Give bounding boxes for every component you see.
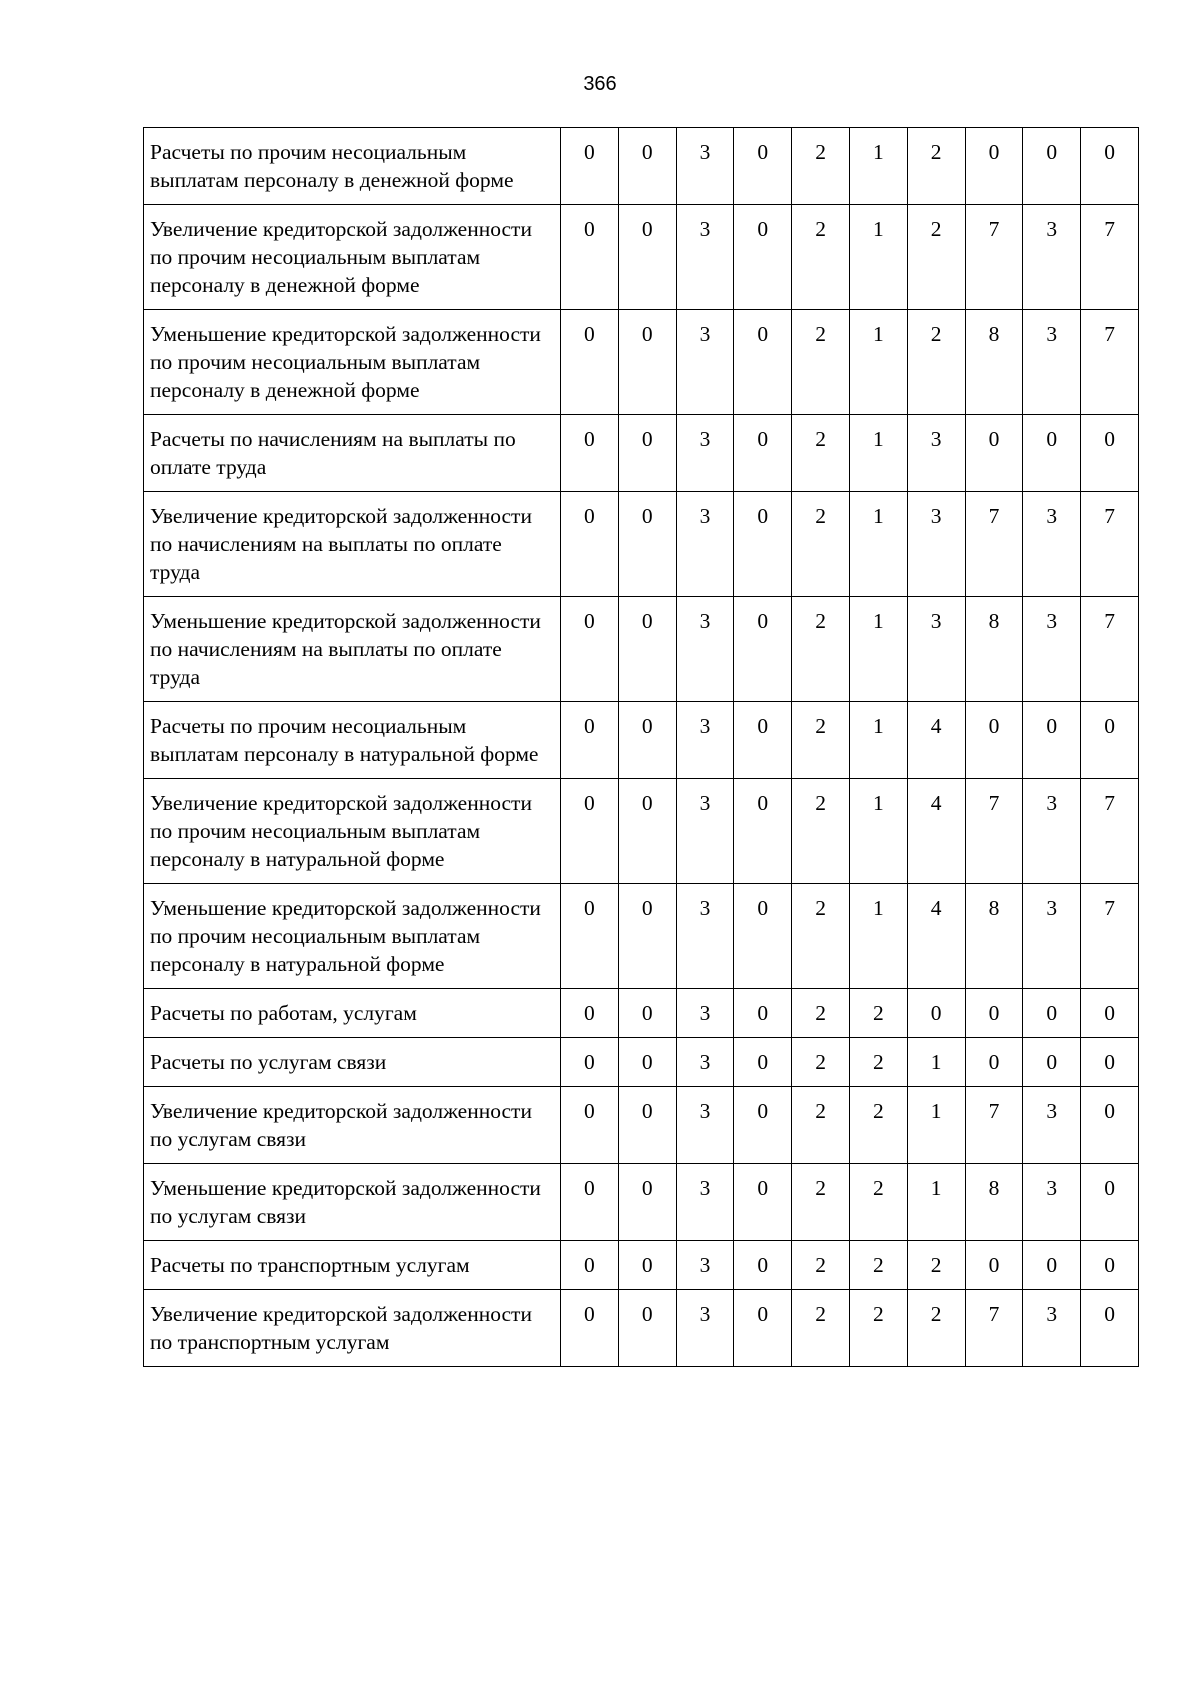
code-digit-cell: 3 xyxy=(1023,1290,1081,1367)
code-digit-cell: 7 xyxy=(965,492,1023,597)
table-row xyxy=(144,884,1139,989)
code-digit-cell: 7 xyxy=(1081,779,1139,884)
code-digit-cell: 3 xyxy=(676,492,734,597)
code-digit-cell: 2 xyxy=(792,779,850,884)
code-digit-cell: 0 xyxy=(734,989,792,1038)
account-name-cell: Увеличение кредиторской задолженности по прочим несоциальным выплатам персоналу в денежной форме xyxy=(144,205,561,310)
code-digit-cell: 2 xyxy=(849,989,907,1038)
code-digit-cell: 0 xyxy=(965,415,1023,492)
code-digit-cell: 3 xyxy=(676,884,734,989)
code-digit-cell: 3 xyxy=(907,415,965,492)
code-digit-cell: 0 xyxy=(1081,1087,1139,1164)
code-digit-cell: 0 xyxy=(561,597,619,702)
code-digit-cell: 0 xyxy=(618,492,676,597)
code-digit-cell: 0 xyxy=(734,1038,792,1087)
code-digit-cell: 3 xyxy=(676,205,734,310)
code-digit-cell: 0 xyxy=(1023,128,1081,205)
code-digit-cell: 0 xyxy=(734,1241,792,1290)
code-digit-cell: 0 xyxy=(561,492,619,597)
code-digit-cell: 0 xyxy=(561,128,619,205)
account-name-cell: Расчеты по прочим несоциальным выплатам персоналу в денежной форме xyxy=(144,128,561,205)
code-digit-cell: 2 xyxy=(849,1038,907,1087)
code-digit-cell: 0 xyxy=(618,310,676,415)
code-digit-cell: 0 xyxy=(1081,702,1139,779)
code-digit-cell: 3 xyxy=(676,597,734,702)
account-name-cell: Уменьшение кредиторской задолженности по прочим несоциальным выплатам персоналу в денежной форме xyxy=(144,310,561,415)
code-digit-cell: 2 xyxy=(849,1290,907,1367)
table-row xyxy=(144,597,1139,702)
code-digit-cell: 1 xyxy=(849,310,907,415)
code-digit-cell: 0 xyxy=(618,205,676,310)
code-digit-cell: 0 xyxy=(734,205,792,310)
code-digit-cell: 0 xyxy=(618,128,676,205)
code-digit-cell: 0 xyxy=(561,1087,619,1164)
code-digit-cell: 3 xyxy=(676,310,734,415)
code-digit-cell: 1 xyxy=(849,597,907,702)
code-digit-cell: 0 xyxy=(1081,415,1139,492)
code-digit-cell: 4 xyxy=(907,779,965,884)
code-digit-cell: 0 xyxy=(734,779,792,884)
code-digit-cell: 7 xyxy=(1081,884,1139,989)
code-digit-cell: 0 xyxy=(965,128,1023,205)
code-digit-cell: 4 xyxy=(907,884,965,989)
code-digit-cell: 1 xyxy=(907,1087,965,1164)
code-digit-cell: 0 xyxy=(561,310,619,415)
code-digit-cell: 0 xyxy=(965,989,1023,1038)
code-digit-cell: 7 xyxy=(965,1087,1023,1164)
code-digit-cell: 0 xyxy=(561,884,619,989)
table-row xyxy=(144,1164,1139,1241)
code-digit-cell: 3 xyxy=(676,1290,734,1367)
code-digit-cell: 0 xyxy=(618,1038,676,1087)
code-digit-cell: 4 xyxy=(907,702,965,779)
code-digit-cell: 0 xyxy=(618,415,676,492)
code-digit-cell: 0 xyxy=(561,1038,619,1087)
code-digit-cell: 1 xyxy=(907,1164,965,1241)
code-digit-cell: 3 xyxy=(1023,779,1081,884)
code-digit-cell: 0 xyxy=(561,702,619,779)
code-digit-cell: 7 xyxy=(1081,205,1139,310)
code-digit-cell: 1 xyxy=(907,1038,965,1087)
account-name-cell: Уменьшение кредиторской задолженности по услугам связи xyxy=(144,1164,561,1241)
code-digit-cell: 0 xyxy=(734,1087,792,1164)
code-digit-cell: 2 xyxy=(792,492,850,597)
code-digit-cell: 0 xyxy=(1081,1164,1139,1241)
code-digit-cell: 1 xyxy=(849,884,907,989)
code-digit-cell: 0 xyxy=(561,1290,619,1367)
code-digit-cell: 8 xyxy=(965,310,1023,415)
code-digit-cell: 0 xyxy=(1081,989,1139,1038)
code-digit-cell: 3 xyxy=(676,702,734,779)
code-digit-cell: 1 xyxy=(849,128,907,205)
code-digit-cell: 0 xyxy=(734,310,792,415)
code-digit-cell: 0 xyxy=(1023,1241,1081,1290)
code-digit-cell: 2 xyxy=(792,1290,850,1367)
code-digit-cell: 0 xyxy=(1081,128,1139,205)
code-digit-cell: 0 xyxy=(1023,702,1081,779)
code-digit-cell: 0 xyxy=(1023,1038,1081,1087)
code-digit-cell: 3 xyxy=(676,128,734,205)
code-digit-cell: 2 xyxy=(907,1241,965,1290)
code-digit-cell: 7 xyxy=(1081,597,1139,702)
code-digit-cell: 3 xyxy=(1023,597,1081,702)
code-digit-cell: 0 xyxy=(561,989,619,1038)
code-digit-cell: 2 xyxy=(849,1087,907,1164)
table-row xyxy=(144,702,1139,779)
table-row xyxy=(144,1241,1139,1290)
code-digit-cell: 7 xyxy=(965,779,1023,884)
code-digit-cell: 0 xyxy=(734,702,792,779)
code-digit-cell: 2 xyxy=(792,702,850,779)
code-digit-cell: 2 xyxy=(792,1164,850,1241)
code-digit-cell: 3 xyxy=(676,779,734,884)
code-digit-cell: 0 xyxy=(734,415,792,492)
code-digit-cell: 0 xyxy=(618,884,676,989)
code-digit-cell: 0 xyxy=(734,884,792,989)
code-digit-cell: 0 xyxy=(965,702,1023,779)
code-digit-cell: 1 xyxy=(849,205,907,310)
code-digit-cell: 2 xyxy=(792,597,850,702)
code-digit-cell: 0 xyxy=(618,597,676,702)
code-digit-cell: 2 xyxy=(792,128,850,205)
account-name-cell: Уменьшение кредиторской задолженности по прочим несоциальным выплатам персоналу в натуральной форме xyxy=(144,884,561,989)
table-row xyxy=(144,492,1139,597)
code-digit-cell: 0 xyxy=(965,1038,1023,1087)
table-row xyxy=(144,1290,1139,1367)
account-name-cell: Увеличение кредиторской задолженности по начислениям на выплаты по оплате труда xyxy=(144,492,561,597)
code-digit-cell: 0 xyxy=(561,415,619,492)
code-digit-cell: 7 xyxy=(965,205,1023,310)
code-digit-cell: 3 xyxy=(1023,492,1081,597)
code-digit-cell: 0 xyxy=(618,1290,676,1367)
code-digit-cell: 0 xyxy=(561,1164,619,1241)
code-digit-cell: 2 xyxy=(792,989,850,1038)
table-row xyxy=(144,989,1139,1038)
code-digit-cell: 2 xyxy=(792,415,850,492)
page-number: 366 xyxy=(583,73,617,95)
code-digit-cell: 0 xyxy=(618,1241,676,1290)
code-digit-cell: 7 xyxy=(1081,310,1139,415)
code-digit-cell: 2 xyxy=(907,128,965,205)
code-digit-cell: 0 xyxy=(907,989,965,1038)
code-digit-cell: 3 xyxy=(1023,884,1081,989)
code-digit-cell: 7 xyxy=(1081,492,1139,597)
code-digit-cell: 2 xyxy=(792,1038,850,1087)
code-digit-cell: 2 xyxy=(792,310,850,415)
account-name-cell: Уменьшение кредиторской задолженности по начислениям на выплаты по оплате труда xyxy=(144,597,561,702)
code-digit-cell: 2 xyxy=(792,884,850,989)
account-name-cell: Увеличение кредиторской задолженности по услугам связи xyxy=(144,1087,561,1164)
code-digit-cell: 1 xyxy=(849,415,907,492)
code-digit-cell: 2 xyxy=(907,310,965,415)
code-digit-cell: 2 xyxy=(792,1241,850,1290)
account-name-cell: Расчеты по прочим несоциальным выплатам персоналу в натуральной форме xyxy=(144,702,561,779)
code-digit-cell: 3 xyxy=(676,1038,734,1087)
code-digit-cell: 0 xyxy=(734,1290,792,1367)
code-digit-cell: 2 xyxy=(849,1241,907,1290)
account-codes-table xyxy=(143,127,1139,1367)
code-digit-cell: 3 xyxy=(1023,310,1081,415)
account-name-cell: Расчеты по начислениям на выплаты по оплате труда xyxy=(144,415,561,492)
code-digit-cell: 0 xyxy=(618,1164,676,1241)
code-digit-cell: 0 xyxy=(734,1164,792,1241)
table-row xyxy=(144,1087,1139,1164)
code-digit-cell: 0 xyxy=(1081,1241,1139,1290)
code-digit-cell: 8 xyxy=(965,884,1023,989)
code-digit-cell: 8 xyxy=(965,1164,1023,1241)
code-digit-cell: 0 xyxy=(965,1241,1023,1290)
code-digit-cell: 0 xyxy=(561,205,619,310)
code-digit-cell: 1 xyxy=(849,702,907,779)
code-digit-cell: 0 xyxy=(1081,1038,1139,1087)
account-name-cell: Увеличение кредиторской задолженности по прочим несоциальным выплатам персоналу в натуральной форме xyxy=(144,779,561,884)
code-digit-cell: 0 xyxy=(734,492,792,597)
table-row xyxy=(144,310,1139,415)
account-name-cell: Расчеты по работам, услугам xyxy=(144,989,561,1038)
account-name-cell: Увеличение кредиторской задолженности по транспортным услугам xyxy=(144,1290,561,1367)
code-digit-cell: 0 xyxy=(1023,989,1081,1038)
code-digit-cell: 2 xyxy=(849,1164,907,1241)
table-row xyxy=(144,779,1139,884)
code-digit-cell: 3 xyxy=(676,415,734,492)
code-digit-cell: 3 xyxy=(1023,1087,1081,1164)
table-row xyxy=(144,128,1139,205)
code-digit-cell: 0 xyxy=(1081,1290,1139,1367)
code-digit-cell: 0 xyxy=(618,989,676,1038)
account-name-cell: Расчеты по транспортным услугам xyxy=(144,1241,561,1290)
code-digit-cell: 0 xyxy=(734,128,792,205)
table-row xyxy=(144,205,1139,310)
code-digit-cell: 0 xyxy=(561,779,619,884)
code-digit-cell: 3 xyxy=(676,1164,734,1241)
account-name-cell: Расчеты по услугам связи xyxy=(144,1038,561,1087)
code-digit-cell: 3 xyxy=(907,492,965,597)
code-digit-cell: 1 xyxy=(849,492,907,597)
code-digit-cell: 0 xyxy=(1023,415,1081,492)
code-digit-cell: 0 xyxy=(618,1087,676,1164)
code-digit-cell: 2 xyxy=(792,1087,850,1164)
code-digit-cell: 3 xyxy=(907,597,965,702)
code-digit-cell: 0 xyxy=(618,779,676,884)
code-digit-cell: 3 xyxy=(676,989,734,1038)
code-digit-cell: 3 xyxy=(676,1241,734,1290)
code-digit-cell: 2 xyxy=(907,1290,965,1367)
code-digit-cell: 0 xyxy=(561,1241,619,1290)
code-digit-cell: 8 xyxy=(965,597,1023,702)
code-digit-cell: 0 xyxy=(734,597,792,702)
code-digit-cell: 1 xyxy=(849,779,907,884)
code-digit-cell: 3 xyxy=(1023,1164,1081,1241)
table-body xyxy=(144,128,1139,1367)
code-digit-cell: 7 xyxy=(965,1290,1023,1367)
code-digit-cell: 0 xyxy=(618,702,676,779)
code-digit-cell: 3 xyxy=(1023,205,1081,310)
table-row xyxy=(144,1038,1139,1087)
table-row xyxy=(144,415,1139,492)
code-digit-cell: 2 xyxy=(792,205,850,310)
code-digit-cell: 3 xyxy=(676,1087,734,1164)
code-digit-cell: 2 xyxy=(907,205,965,310)
